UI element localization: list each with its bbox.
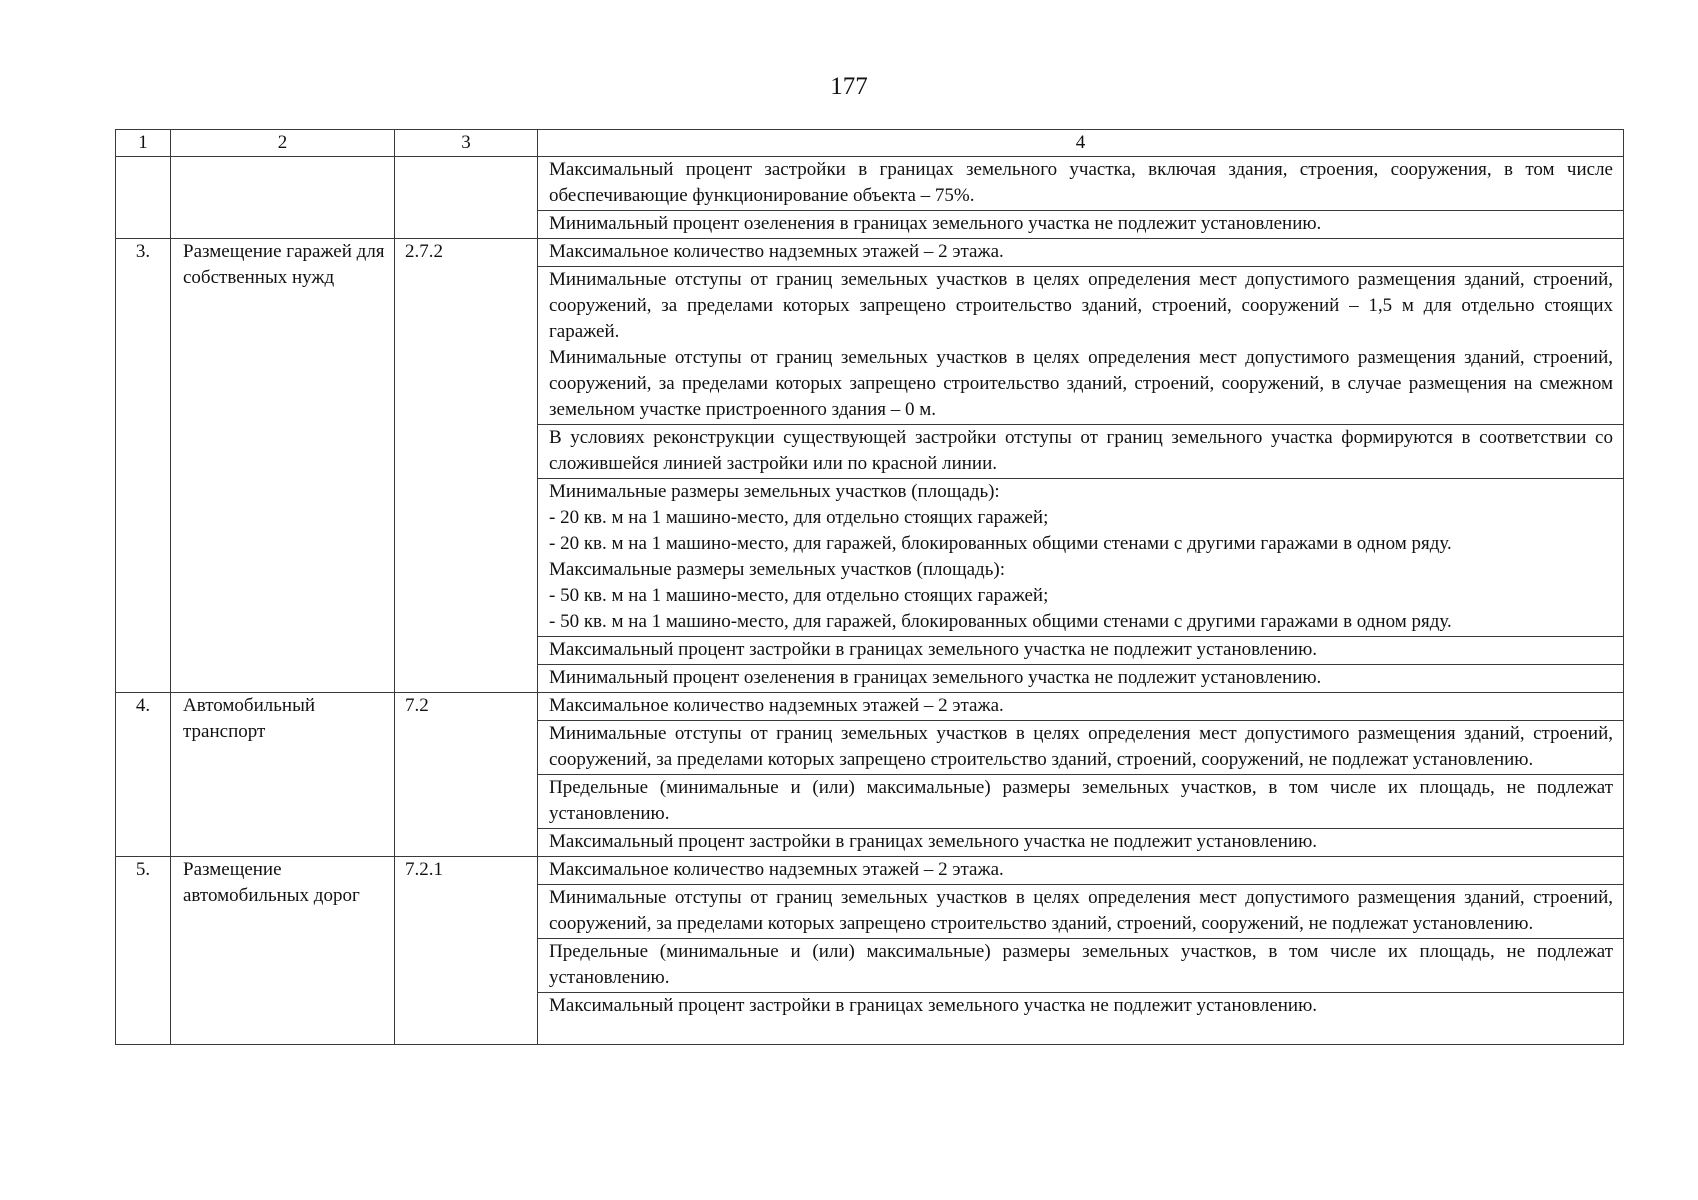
table-header-row — [116, 130, 1624, 157]
parameter-text: - 50 кв. м на 1 машино-место, для гаражей, блокированных общими стенами с другими гаражами в одном ряду. — [549, 611, 1452, 632]
row-use-name: Автомобильный транспорт — [171, 693, 395, 857]
column-header-3: 3 — [395, 130, 538, 157]
table-row — [116, 239, 1624, 267]
parameter-text: Максимальные размеры земельных участков (площадь): — [549, 559, 1005, 580]
parameter-text: - 20 кв. м на 1 машино-место, для отдельно стоящих гаражей; — [549, 507, 1049, 528]
row-number: 5. — [116, 857, 171, 1045]
parameter-cell — [538, 857, 1624, 885]
parameter-text: Максимальное количество надземных этажей – 2 этажа. — [549, 859, 1004, 880]
parameter-text: Максимальный процент застройки в границах земельного участка не подлежит установлению. — [549, 831, 1318, 852]
parameter-cell — [538, 775, 1624, 829]
parameter-text: Максимальное количество надземных этажей – 2 этажа. — [549, 695, 1004, 716]
parameter-text: Минимальные отступы от границ земельных участков в целях определения мест допустимого размещения зданий, строений, сооружений, за пределами которых запрещено строительство зданий, строений, сооружений, не подлежат установлению. — [549, 723, 1613, 770]
empty-name-cell — [171, 157, 395, 239]
parameter-text: В условиях реконструкции существующей застройки отступы от границ земельного участка формируются в соответствии со сложившейся линией застройки или по красной линии. — [549, 427, 1613, 474]
row-number: 3. — [116, 239, 171, 693]
row-use-code: 7.2 — [395, 693, 538, 857]
parameter-cell — [538, 665, 1624, 693]
parameter-cell — [538, 721, 1624, 775]
parameter-cell — [538, 267, 1624, 425]
parameter-text: Минимальные размеры земельных участков (площадь): — [549, 481, 1000, 502]
empty-num-cell — [116, 157, 171, 239]
row-use-code: 7.2.1 — [395, 857, 538, 1045]
column-header-4: 4 — [538, 130, 1624, 157]
parameter-cell: Максимальный процент застройки в границах земельного участка, включая здания, строения, сооружения, в том числе обеспечивающие функционирование объекта – 75%. — [538, 157, 1624, 211]
parameter-cell — [538, 693, 1624, 721]
page-number: 177 — [830, 73, 868, 100]
column-header-2: 2 — [171, 130, 395, 157]
row-use-name: Размещение автомобильных дорог — [171, 857, 395, 1045]
parameter-cell — [538, 885, 1624, 939]
parameter-cell: Минимальный процент озеленения в границах земельного участка не подлежит установлению. — [538, 211, 1624, 239]
parameter-text: - 50 кв. м на 1 машино-место, для отдельно стоящих гаражей; — [549, 585, 1049, 606]
parameter-cell — [538, 425, 1624, 479]
parameter-cell — [538, 637, 1624, 665]
parameter-text: Предельные (минимальные и (или) максимальные) размеры земельных участков, в том числе их площадь, не подлежат установлению. — [549, 941, 1613, 988]
parameter-text: Минимальные отступы от границ земельных участков в целях определения мест допустимого размещения зданий, строений, сооружений, за пределами которых запрещено строительство зданий, строений, сооружений, не подлежат установлению. — [549, 887, 1613, 934]
parameter-text: Максимальный процент застройки в границах земельного участка не подлежит установлению. — [549, 995, 1318, 1016]
table-row — [116, 693, 1624, 721]
empty-code-cell — [395, 157, 538, 239]
row-use-code: 2.7.2 — [395, 239, 538, 693]
parameter-cell — [538, 993, 1624, 1045]
parameter-text: Максимальный процент застройки в границах земельного участка не подлежит установлению. — [549, 639, 1318, 660]
parameter-text: Максимальное количество надземных этажей – 2 этажа. — [549, 241, 1004, 262]
parameter-cell — [538, 239, 1624, 267]
parameter-cell — [538, 939, 1624, 993]
row-number: 4. — [116, 693, 171, 857]
parameter-text: Предельные (минимальные и (или) максимальные) размеры земельных участков, в том числе их площадь, не подлежат установлению. — [549, 777, 1613, 824]
parameter-text: - 20 кв. м на 1 машино-место, для гаражей, блокированных общими стенами с другими гаражами в одном ряду. — [549, 533, 1452, 554]
column-header-1: 1 — [116, 130, 171, 157]
parameter-text: Минимальные отступы от границ земельных участков в целях определения мест допустимого размещения зданий, строений, сооружений, за пределами которых запрещено строительство зданий, строений, сооружений – 1,5 м для отдельно стоящих гаражей. — [549, 269, 1613, 342]
table-row — [116, 857, 1624, 885]
row-use-name: Размещение гаражей для собственных нужд — [171, 239, 395, 693]
regulations-table — [115, 129, 1624, 1045]
parameter-cell — [538, 479, 1624, 637]
parameter-text: Минимальные отступы от границ земельных участков в целях определения мест допустимого размещения зданий, строений, сооружений, за пределами которых запрещено строительство зданий, строений, сооружений, в случае размещения на смежном земельном участке пристроенного здания – 0 м. — [549, 347, 1613, 420]
continuation-row — [116, 157, 1624, 211]
parameter-cell — [538, 829, 1624, 857]
parameter-text: Минимальный процент озеленения в границах земельного участка не подлежит установлению. — [549, 667, 1322, 688]
